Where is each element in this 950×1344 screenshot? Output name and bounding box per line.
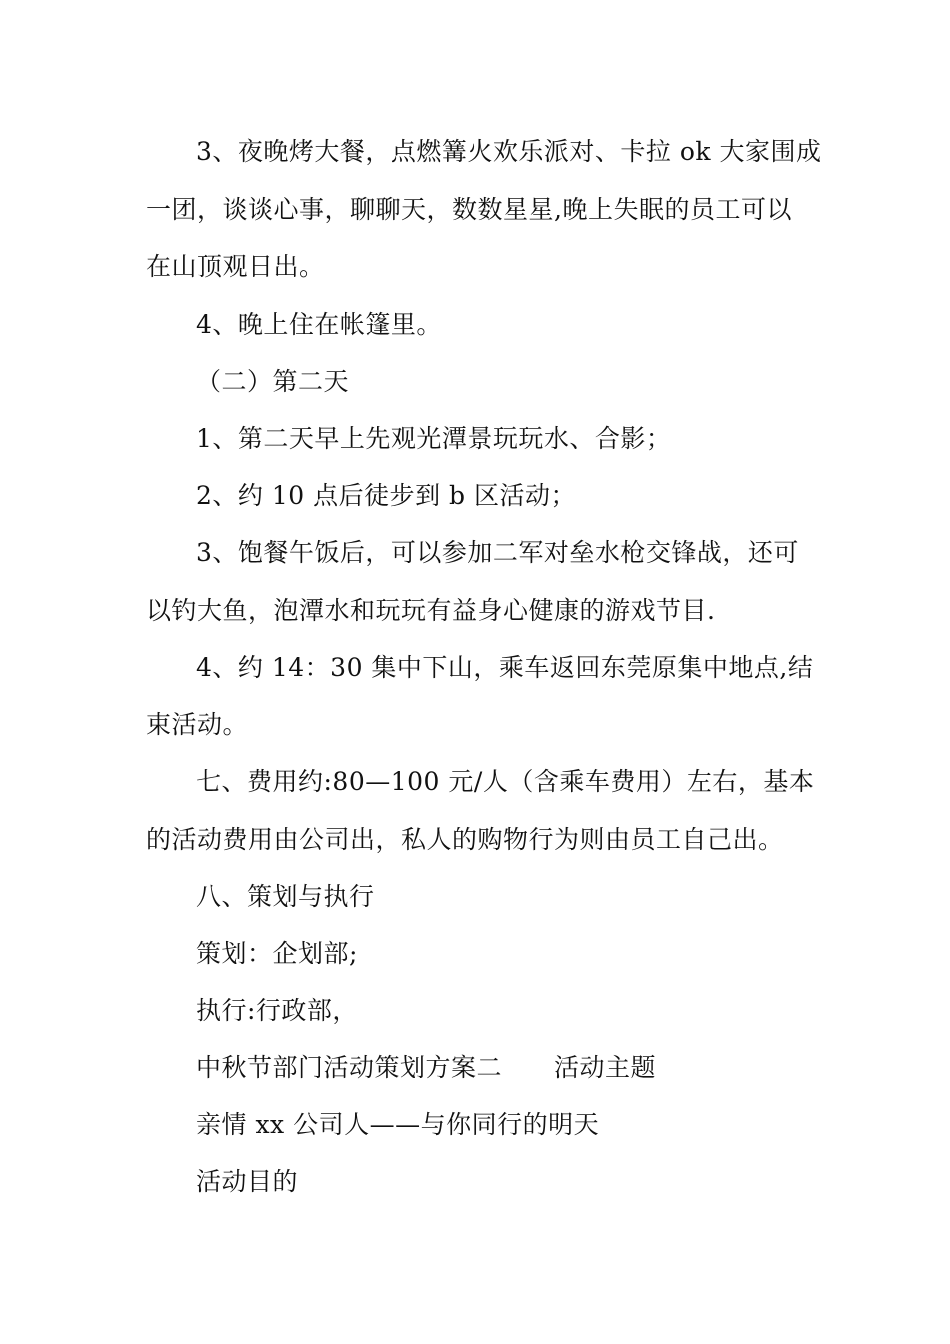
paragraph-line: 4、晚上住在帐篷里。	[196, 310, 442, 339]
paragraph-line: 在山顶观日出。	[146, 252, 325, 281]
paragraph-line: 执行:行政部，	[196, 996, 358, 1025]
paragraph-line: 2、约 10 点后徒步到 b 区活动；	[196, 481, 577, 510]
title-line	[196, 1053, 656, 1083]
paragraph-line: 亲情 xx 公司人——与你同行的明天	[196, 1110, 600, 1139]
paragraph-line: 七、费用约:80—100 元/人（含乘车费用）左右，基本	[196, 767, 815, 796]
paragraph-line: 束活动。	[146, 710, 249, 739]
section-heading: （二）第二天	[196, 367, 350, 396]
subsection-heading: 活动目的	[196, 1167, 299, 1196]
paragraph-line: 以钓大鱼，泡潭水和玩玩有益身心健康的游戏节目.	[146, 596, 716, 625]
paragraph-line: 1、第二天早上先观光潭景玩玩水、合影；	[196, 424, 672, 453]
paragraph-line: 的活动费用由公司出，私人的购物行为则由员工自己出。	[146, 825, 784, 854]
subsection-heading: 活动主题	[554, 1053, 657, 1082]
paragraph-line: 3、饱餐午饭后，可以参加二军对垒水枪交锋战，还可	[196, 538, 799, 567]
document-title: 中秋节部门活动策划方案二	[196, 1053, 503, 1082]
paragraph-line: 策划：企划部;	[196, 939, 358, 968]
paragraph-line: 4、约 14：30 集中下山，乘车返回东莞原集中地点,结	[196, 653, 814, 682]
paragraph-line: 3、夜晚烤大餐，点燃篝火欢乐派对、卡拉 ok 大家围成	[196, 137, 822, 166]
section-heading: 八、策划与执行	[196, 882, 375, 911]
paragraph-line: 一团，谈谈心事，聊聊天，数数星星,晚上失眠的员工可以	[146, 195, 792, 224]
